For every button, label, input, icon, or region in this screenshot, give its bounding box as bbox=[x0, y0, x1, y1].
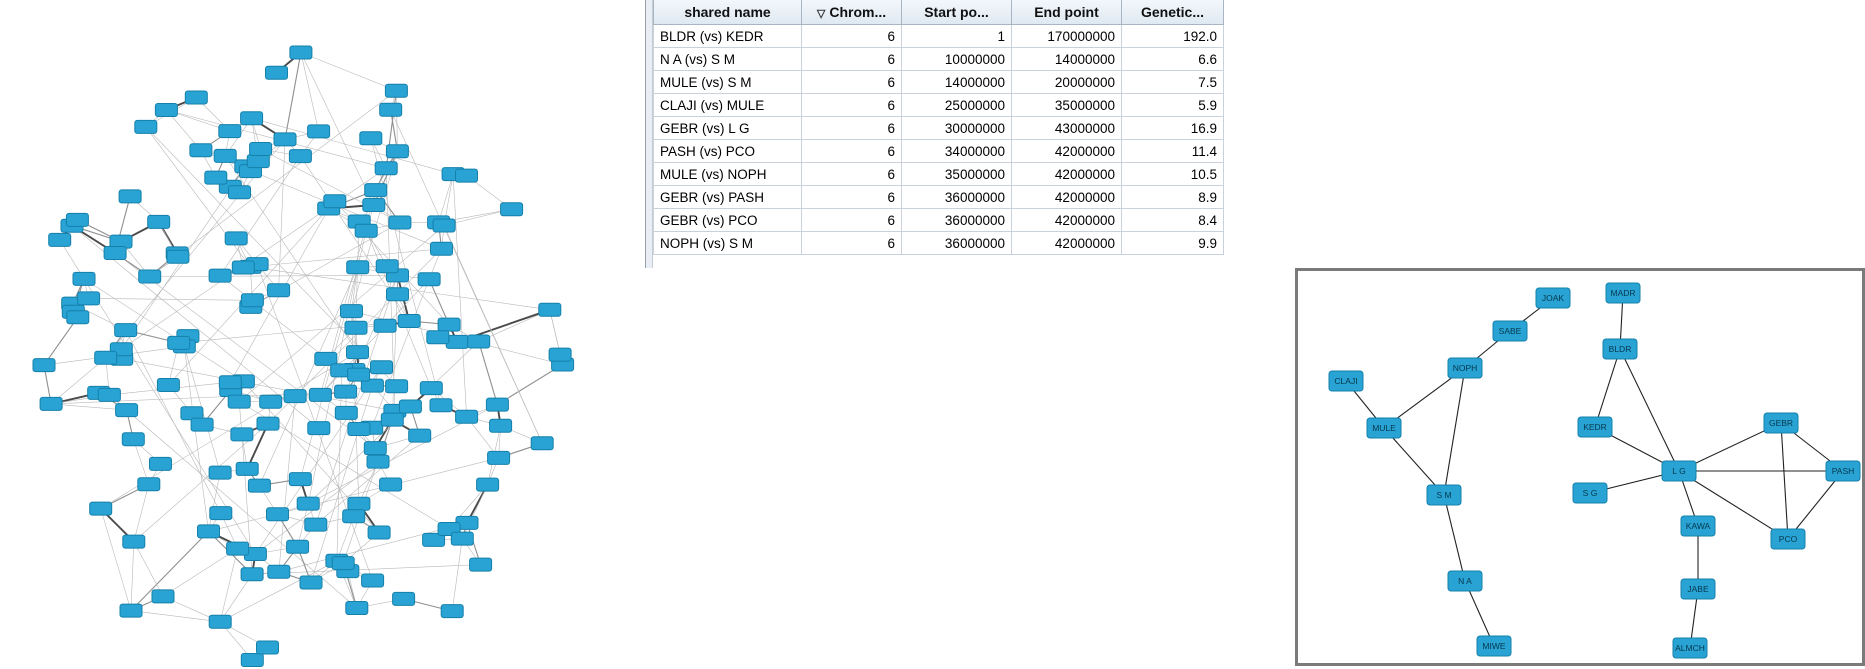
network-node[interactable] bbox=[371, 361, 393, 374]
subnetwork-node[interactable] bbox=[1681, 579, 1715, 599]
chromosome-header-label: Chrom... bbox=[829, 4, 887, 20]
cell-genetic[interactable]: 8.9 bbox=[1122, 186, 1224, 209]
network-node[interactable] bbox=[368, 526, 390, 539]
cell-start-point[interactable]: 14000000 bbox=[902, 71, 1012, 94]
network-node[interactable] bbox=[49, 233, 71, 246]
table-scroll-area[interactable] bbox=[653, 0, 1222, 268]
cell-end-point[interactable]: 42000000 bbox=[1012, 232, 1122, 255]
node-shape[interactable] bbox=[1573, 483, 1607, 503]
network-node[interactable] bbox=[364, 442, 386, 455]
network-edge[interactable] bbox=[150, 275, 398, 276]
network-node[interactable] bbox=[446, 335, 468, 348]
network-node[interactable] bbox=[470, 558, 492, 571]
network-node[interactable] bbox=[308, 125, 330, 138]
network-node[interactable] bbox=[488, 451, 510, 464]
network-node[interactable] bbox=[362, 574, 384, 587]
network-node[interactable] bbox=[67, 311, 89, 324]
cell-start-point[interactable]: 35000000 bbox=[902, 163, 1012, 186]
network-node[interactable] bbox=[287, 540, 309, 553]
network-node[interactable] bbox=[229, 186, 251, 199]
network-node[interactable] bbox=[157, 379, 179, 392]
cell-chromosome[interactable]: 6 bbox=[802, 209, 902, 232]
network-node[interactable] bbox=[332, 557, 354, 570]
cell-end-point[interactable]: 20000000 bbox=[1012, 71, 1122, 94]
node-shape[interactable] bbox=[1764, 413, 1798, 433]
network-node[interactable] bbox=[490, 419, 512, 432]
network-node[interactable] bbox=[347, 346, 369, 359]
table-row[interactable] bbox=[654, 117, 1224, 140]
network-node[interactable] bbox=[138, 478, 160, 491]
network-node[interactable] bbox=[119, 190, 141, 203]
network-node[interactable] bbox=[335, 406, 357, 419]
network-node[interactable] bbox=[284, 390, 306, 403]
cell-chromosome[interactable]: 6 bbox=[802, 163, 902, 186]
selected-subnetwork-view[interactable] bbox=[1295, 268, 1865, 666]
cell-end-point[interactable]: 42000000 bbox=[1012, 209, 1122, 232]
subnetwork-node[interactable] bbox=[1493, 321, 1527, 341]
network-node[interactable] bbox=[190, 144, 212, 157]
network-node[interactable] bbox=[122, 433, 144, 446]
node-shape[interactable] bbox=[1578, 417, 1612, 437]
subnetwork-node[interactable] bbox=[1673, 638, 1707, 658]
cell-start-point[interactable]: 30000000 bbox=[902, 117, 1012, 140]
network-node[interactable] bbox=[346, 602, 368, 615]
cell-start-point[interactable]: 36000000 bbox=[902, 209, 1012, 232]
subnetwork-node[interactable] bbox=[1771, 529, 1805, 549]
right-column bbox=[645, 0, 1855, 669]
network-node[interactable] bbox=[248, 479, 270, 492]
node-label: MADR bbox=[1610, 287, 1636, 298]
network-node[interactable] bbox=[297, 497, 319, 510]
node-shape[interactable] bbox=[1367, 418, 1401, 438]
network-node[interactable] bbox=[205, 171, 227, 184]
network-edge[interactable] bbox=[462, 485, 487, 539]
column-header-shared-name[interactable] bbox=[654, 0, 802, 25]
node-label: PASH bbox=[1831, 465, 1855, 476]
network-node[interactable] bbox=[241, 294, 263, 307]
filter-icon[interactable]: ▽ bbox=[816, 7, 826, 20]
node-shape[interactable] bbox=[1681, 516, 1715, 536]
network-node[interactable] bbox=[308, 422, 330, 435]
cell-end-point[interactable]: 35000000 bbox=[1012, 94, 1122, 117]
network-node[interactable] bbox=[268, 284, 290, 297]
node-shape[interactable] bbox=[1606, 283, 1640, 303]
network-node[interactable] bbox=[152, 590, 174, 603]
subnetwork-node[interactable] bbox=[1681, 516, 1715, 536]
table-row[interactable] bbox=[654, 232, 1224, 255]
cell-shared-name[interactable]: GEBR (vs) PASH bbox=[654, 186, 802, 209]
column-header-chromosome[interactable] bbox=[802, 0, 902, 25]
network-node[interactable] bbox=[365, 184, 387, 197]
network-edge[interactable] bbox=[285, 53, 301, 140]
node-label: JABE bbox=[1687, 583, 1709, 594]
subnetwork-node[interactable] bbox=[1536, 288, 1570, 308]
network-node[interactable] bbox=[468, 335, 490, 348]
network-node[interactable] bbox=[385, 84, 407, 97]
node-label: S M bbox=[1436, 489, 1452, 500]
cell-chromosome[interactable]: 6 bbox=[802, 117, 902, 140]
cell-start-point[interactable]: 10000000 bbox=[902, 48, 1012, 71]
cell-shared-name[interactable]: MULE (vs) NOPH bbox=[654, 163, 802, 186]
table-row[interactable] bbox=[654, 94, 1224, 117]
network-node[interactable] bbox=[90, 502, 112, 515]
network-node[interactable] bbox=[431, 242, 453, 255]
network-node[interactable] bbox=[531, 437, 553, 450]
cell-chromosome[interactable]: 6 bbox=[802, 140, 902, 163]
table-row[interactable] bbox=[654, 25, 1224, 48]
network-node[interactable] bbox=[257, 641, 279, 654]
node-shape[interactable] bbox=[1662, 461, 1696, 481]
cell-end-point[interactable]: 170000000 bbox=[1012, 25, 1122, 48]
subnetwork-node[interactable] bbox=[1367, 418, 1401, 438]
network-node[interactable] bbox=[501, 203, 523, 216]
network-edge[interactable] bbox=[134, 542, 163, 597]
cell-start-point[interactable]: 36000000 bbox=[902, 232, 1012, 255]
node-label: SABE bbox=[1498, 325, 1522, 336]
end-point-header-label: End point bbox=[1034, 4, 1099, 20]
network-node[interactable] bbox=[241, 112, 263, 125]
node-label: S G bbox=[1582, 487, 1598, 498]
table-row-gutter bbox=[646, 0, 653, 268]
node-shape[interactable] bbox=[1493, 321, 1527, 341]
network-edge[interactable] bbox=[301, 53, 397, 91]
network-node[interactable] bbox=[420, 382, 442, 395]
node-label: KAWA bbox=[1685, 520, 1711, 531]
network-node[interactable] bbox=[549, 348, 571, 361]
network-node[interactable] bbox=[241, 568, 263, 581]
node-shape[interactable] bbox=[1603, 339, 1637, 359]
node-shape[interactable] bbox=[1771, 529, 1805, 549]
table-row[interactable] bbox=[654, 163, 1224, 186]
network-node[interactable] bbox=[268, 565, 290, 578]
network-node[interactable] bbox=[539, 303, 561, 316]
network-node[interactable] bbox=[236, 462, 258, 475]
network-node[interactable] bbox=[98, 388, 120, 401]
cell-shared-name[interactable]: PASH (vs) PCO bbox=[654, 140, 802, 163]
subnetwork-edge[interactable] bbox=[1781, 423, 1788, 539]
network-node[interactable] bbox=[376, 260, 398, 273]
network-node[interactable] bbox=[266, 66, 288, 79]
cell-genetic[interactable]: 10.5 bbox=[1122, 163, 1224, 186]
network-node[interactable] bbox=[381, 413, 403, 426]
cell-shared-name[interactable]: GEBR (vs) PCO bbox=[654, 209, 802, 232]
network-node[interactable] bbox=[139, 270, 161, 283]
network-node[interactable] bbox=[219, 125, 241, 138]
subnetwork-edge[interactable] bbox=[1620, 349, 1679, 471]
network-node[interactable] bbox=[300, 576, 322, 589]
network-edge[interactable] bbox=[220, 574, 252, 622]
network-node[interactable] bbox=[343, 510, 365, 523]
subnetwork-node[interactable] bbox=[1826, 461, 1860, 481]
node-label: N A bbox=[1458, 575, 1472, 586]
network-node[interactable] bbox=[309, 388, 331, 401]
node-label: L G bbox=[1672, 465, 1686, 476]
main-network-canvas[interactable] bbox=[0, 0, 645, 669]
network-node[interactable] bbox=[348, 423, 370, 436]
cell-end-point[interactable]: 43000000 bbox=[1012, 117, 1122, 140]
cell-end-point[interactable]: 42000000 bbox=[1012, 163, 1122, 186]
network-node[interactable] bbox=[477, 478, 499, 491]
node-shape[interactable] bbox=[1826, 461, 1860, 481]
node-shape[interactable] bbox=[1448, 358, 1482, 378]
cell-shared-name[interactable]: CLAJI (vs) MULE bbox=[654, 94, 802, 117]
subnetwork-node[interactable] bbox=[1606, 283, 1640, 303]
cell-shared-name[interactable]: MULE (vs) S M bbox=[654, 71, 802, 94]
subnetwork-node[interactable] bbox=[1448, 358, 1482, 378]
cell-genetic[interactable]: 5.9 bbox=[1122, 94, 1224, 117]
cell-genetic[interactable]: 16.9 bbox=[1122, 117, 1224, 140]
table-row[interactable] bbox=[654, 48, 1224, 71]
cell-chromosome[interactable]: 6 bbox=[802, 94, 902, 117]
cell-chromosome[interactable]: 6 bbox=[802, 232, 902, 255]
network-edge[interactable] bbox=[131, 611, 220, 622]
network-node[interactable] bbox=[209, 269, 231, 282]
subnetwork-canvas[interactable] bbox=[1298, 271, 1862, 663]
node-label: PCO bbox=[1778, 533, 1798, 544]
main-network-nodes bbox=[33, 46, 574, 667]
network-node[interactable] bbox=[345, 321, 367, 334]
network-node[interactable] bbox=[40, 397, 62, 410]
network-node[interactable] bbox=[363, 199, 385, 212]
network-node[interactable] bbox=[185, 91, 207, 104]
network-node[interactable] bbox=[451, 532, 473, 545]
subnetwork-node[interactable] bbox=[1477, 636, 1511, 656]
network-node[interactable] bbox=[389, 216, 411, 229]
network-edge[interactable] bbox=[396, 91, 397, 152]
node-shape[interactable] bbox=[1448, 571, 1482, 591]
network-node[interactable] bbox=[380, 103, 402, 116]
node-shape[interactable] bbox=[1477, 636, 1511, 656]
network-edge[interactable] bbox=[337, 370, 342, 560]
network-node[interactable] bbox=[148, 215, 170, 228]
node-label: JOAK bbox=[1541, 292, 1565, 303]
table-body[interactable] bbox=[654, 25, 1224, 255]
network-edge[interactable] bbox=[479, 342, 498, 405]
network-node[interactable] bbox=[387, 288, 409, 301]
network-node[interactable] bbox=[430, 399, 452, 412]
cell-shared-name[interactable]: NOPH (vs) S M bbox=[654, 232, 802, 255]
network-edge[interactable] bbox=[134, 484, 149, 541]
network-node[interactable] bbox=[456, 169, 478, 182]
network-node[interactable] bbox=[123, 535, 145, 548]
table-row[interactable] bbox=[654, 71, 1224, 94]
cell-genetic[interactable]: 9.9 bbox=[1122, 232, 1224, 255]
cell-start-point[interactable]: 36000000 bbox=[902, 186, 1012, 209]
cell-shared-name[interactable]: GEBR (vs) L G bbox=[654, 117, 802, 140]
network-node[interactable] bbox=[191, 418, 213, 431]
node-shape[interactable] bbox=[1681, 579, 1715, 599]
cell-chromosome[interactable]: 6 bbox=[802, 25, 902, 48]
network-edge[interactable] bbox=[44, 317, 78, 365]
node-label: KEDR bbox=[1583, 421, 1607, 432]
network-node[interactable] bbox=[78, 292, 100, 305]
network-node[interactable] bbox=[95, 351, 117, 364]
cell-chromosome[interactable]: 6 bbox=[802, 71, 902, 94]
network-node[interactable] bbox=[347, 261, 369, 274]
network-node[interactable] bbox=[289, 473, 311, 486]
cell-start-point[interactable]: 1 bbox=[902, 25, 1012, 48]
subnetwork-edge[interactable] bbox=[1444, 495, 1465, 581]
network-node[interactable] bbox=[250, 143, 272, 156]
network-node[interactable] bbox=[227, 542, 249, 555]
subnetwork-edge[interactable] bbox=[1444, 368, 1465, 495]
network-node[interactable] bbox=[33, 359, 55, 372]
network-node[interactable] bbox=[168, 336, 190, 349]
cell-shared-name[interactable]: BLDR (vs) KEDR bbox=[654, 25, 802, 48]
network-node[interactable] bbox=[375, 162, 397, 175]
network-node[interactable] bbox=[115, 324, 137, 337]
network-node[interactable] bbox=[155, 104, 177, 117]
network-edge[interactable] bbox=[220, 549, 237, 622]
cell-start-point[interactable]: 34000000 bbox=[902, 140, 1012, 163]
network-edge[interactable] bbox=[131, 542, 134, 611]
network-node[interactable] bbox=[386, 145, 408, 158]
genetic-header-label: Genetic... bbox=[1140, 4, 1205, 20]
node-label: MIWE bbox=[1482, 640, 1506, 651]
cell-end-point[interactable]: 42000000 bbox=[1012, 186, 1122, 209]
node-shape[interactable] bbox=[1329, 371, 1363, 391]
network-node[interactable] bbox=[66, 213, 88, 226]
network-node[interactable] bbox=[219, 376, 241, 389]
network-node[interactable] bbox=[167, 250, 189, 263]
shared-name-header-label: shared name bbox=[684, 4, 771, 20]
network-node[interactable] bbox=[120, 604, 142, 617]
cell-chromosome[interactable]: 6 bbox=[802, 186, 902, 209]
network-node[interactable] bbox=[456, 410, 478, 423]
node-label: CLAJI bbox=[1334, 375, 1358, 386]
cell-genetic[interactable]: 8.4 bbox=[1122, 209, 1224, 232]
network-node[interactable] bbox=[418, 273, 440, 286]
network-node[interactable] bbox=[232, 261, 254, 274]
network-edge[interactable] bbox=[89, 298, 253, 300]
network-node[interactable] bbox=[335, 385, 357, 398]
network-node[interactable] bbox=[214, 149, 236, 162]
network-node[interactable] bbox=[225, 232, 247, 245]
table-row[interactable] bbox=[654, 140, 1224, 163]
network-node[interactable] bbox=[374, 319, 396, 332]
network-edge[interactable] bbox=[301, 53, 319, 132]
start-point-header-label: Start po... bbox=[924, 4, 989, 20]
network-node[interactable] bbox=[355, 224, 377, 237]
subnetwork-node[interactable] bbox=[1448, 571, 1482, 591]
network-edge[interactable] bbox=[184, 346, 208, 531]
network-node[interactable] bbox=[433, 219, 455, 232]
network-node[interactable] bbox=[348, 368, 370, 381]
main-network-view[interactable] bbox=[0, 0, 645, 669]
subnetwork-node[interactable] bbox=[1329, 371, 1363, 391]
cell-end-point[interactable]: 14000000 bbox=[1012, 48, 1122, 71]
network-node[interactable] bbox=[441, 605, 463, 618]
network-node[interactable] bbox=[289, 150, 311, 163]
network-edge[interactable] bbox=[452, 539, 462, 612]
network-node[interactable] bbox=[73, 272, 95, 285]
subnetwork-node[interactable] bbox=[1662, 461, 1696, 481]
network-node[interactable] bbox=[341, 305, 363, 318]
node-label: ALMCH bbox=[1675, 642, 1705, 653]
node-label: GEBR bbox=[1768, 417, 1794, 428]
node-label: NOPH bbox=[1452, 362, 1478, 373]
network-edge[interactable] bbox=[453, 174, 467, 417]
network-node[interactable] bbox=[104, 247, 126, 260]
network-node[interactable] bbox=[210, 507, 232, 520]
table-header-row bbox=[654, 0, 1224, 25]
network-node[interactable] bbox=[386, 380, 408, 393]
network-node[interactable] bbox=[438, 318, 460, 331]
network-node[interactable] bbox=[393, 592, 415, 605]
network-node[interactable] bbox=[290, 46, 312, 59]
edge-table[interactable] bbox=[653, 0, 1224, 255]
network-node[interactable] bbox=[257, 417, 279, 430]
network-node[interactable] bbox=[228, 395, 250, 408]
cell-start-point[interactable]: 25000000 bbox=[902, 94, 1012, 117]
network-edge[interactable] bbox=[163, 549, 238, 597]
edge-table-panel[interactable] bbox=[645, 0, 1222, 268]
cell-end-point[interactable]: 42000000 bbox=[1012, 140, 1122, 163]
cell-chromosome[interactable]: 6 bbox=[802, 48, 902, 71]
node-shape[interactable] bbox=[1673, 638, 1707, 658]
node-label: BLDR bbox=[1608, 343, 1632, 354]
node-shape[interactable] bbox=[1427, 485, 1461, 505]
network-node[interactable] bbox=[135, 120, 157, 133]
network-node[interactable] bbox=[360, 132, 382, 145]
network-node[interactable] bbox=[399, 400, 421, 413]
network-node[interactable] bbox=[241, 654, 263, 667]
network-node[interactable] bbox=[409, 429, 431, 442]
network-node[interactable] bbox=[367, 455, 389, 468]
network-node[interactable] bbox=[198, 525, 220, 538]
network-node[interactable] bbox=[209, 466, 231, 479]
subnetwork-node[interactable] bbox=[1764, 413, 1798, 433]
column-header-genetic[interactable] bbox=[1122, 0, 1224, 25]
subnetwork-node[interactable] bbox=[1573, 483, 1607, 503]
network-node[interactable] bbox=[274, 133, 296, 146]
network-node[interactable] bbox=[398, 315, 420, 328]
cell-genetic[interactable]: 11.4 bbox=[1122, 140, 1224, 163]
network-edge[interactable] bbox=[84, 279, 243, 382]
network-node[interactable] bbox=[116, 404, 138, 417]
subnetwork-node[interactable] bbox=[1578, 417, 1612, 437]
subnetwork-node[interactable] bbox=[1603, 339, 1637, 359]
node-shape[interactable] bbox=[1536, 288, 1570, 308]
cell-shared-name[interactable]: N A (vs) S M bbox=[654, 48, 802, 71]
network-node[interactable] bbox=[324, 195, 346, 208]
network-node[interactable] bbox=[348, 497, 370, 510]
network-node[interactable] bbox=[247, 155, 269, 168]
network-node[interactable] bbox=[427, 331, 449, 344]
table-row[interactable] bbox=[654, 209, 1224, 232]
cell-genetic[interactable]: 6.6 bbox=[1122, 48, 1224, 71]
node-label: MULE bbox=[1372, 422, 1396, 433]
network-node[interactable] bbox=[260, 395, 282, 408]
network-node[interactable] bbox=[267, 508, 289, 521]
column-header-end-point[interactable] bbox=[1012, 0, 1122, 25]
table-row[interactable] bbox=[654, 186, 1224, 209]
network-node[interactable] bbox=[231, 428, 253, 441]
network-node[interactable] bbox=[486, 398, 508, 411]
subnetwork-node[interactable] bbox=[1427, 485, 1461, 505]
subnetwork-edge[interactable] bbox=[1595, 349, 1620, 427]
cell-genetic[interactable]: 7.5 bbox=[1122, 71, 1224, 94]
column-header-start-point[interactable] bbox=[902, 0, 1012, 25]
network-node[interactable] bbox=[209, 615, 231, 628]
cell-genetic[interactable]: 192.0 bbox=[1122, 25, 1224, 48]
network-node[interactable] bbox=[380, 478, 402, 491]
network-node[interactable] bbox=[150, 457, 172, 470]
network-node[interactable] bbox=[305, 518, 327, 531]
